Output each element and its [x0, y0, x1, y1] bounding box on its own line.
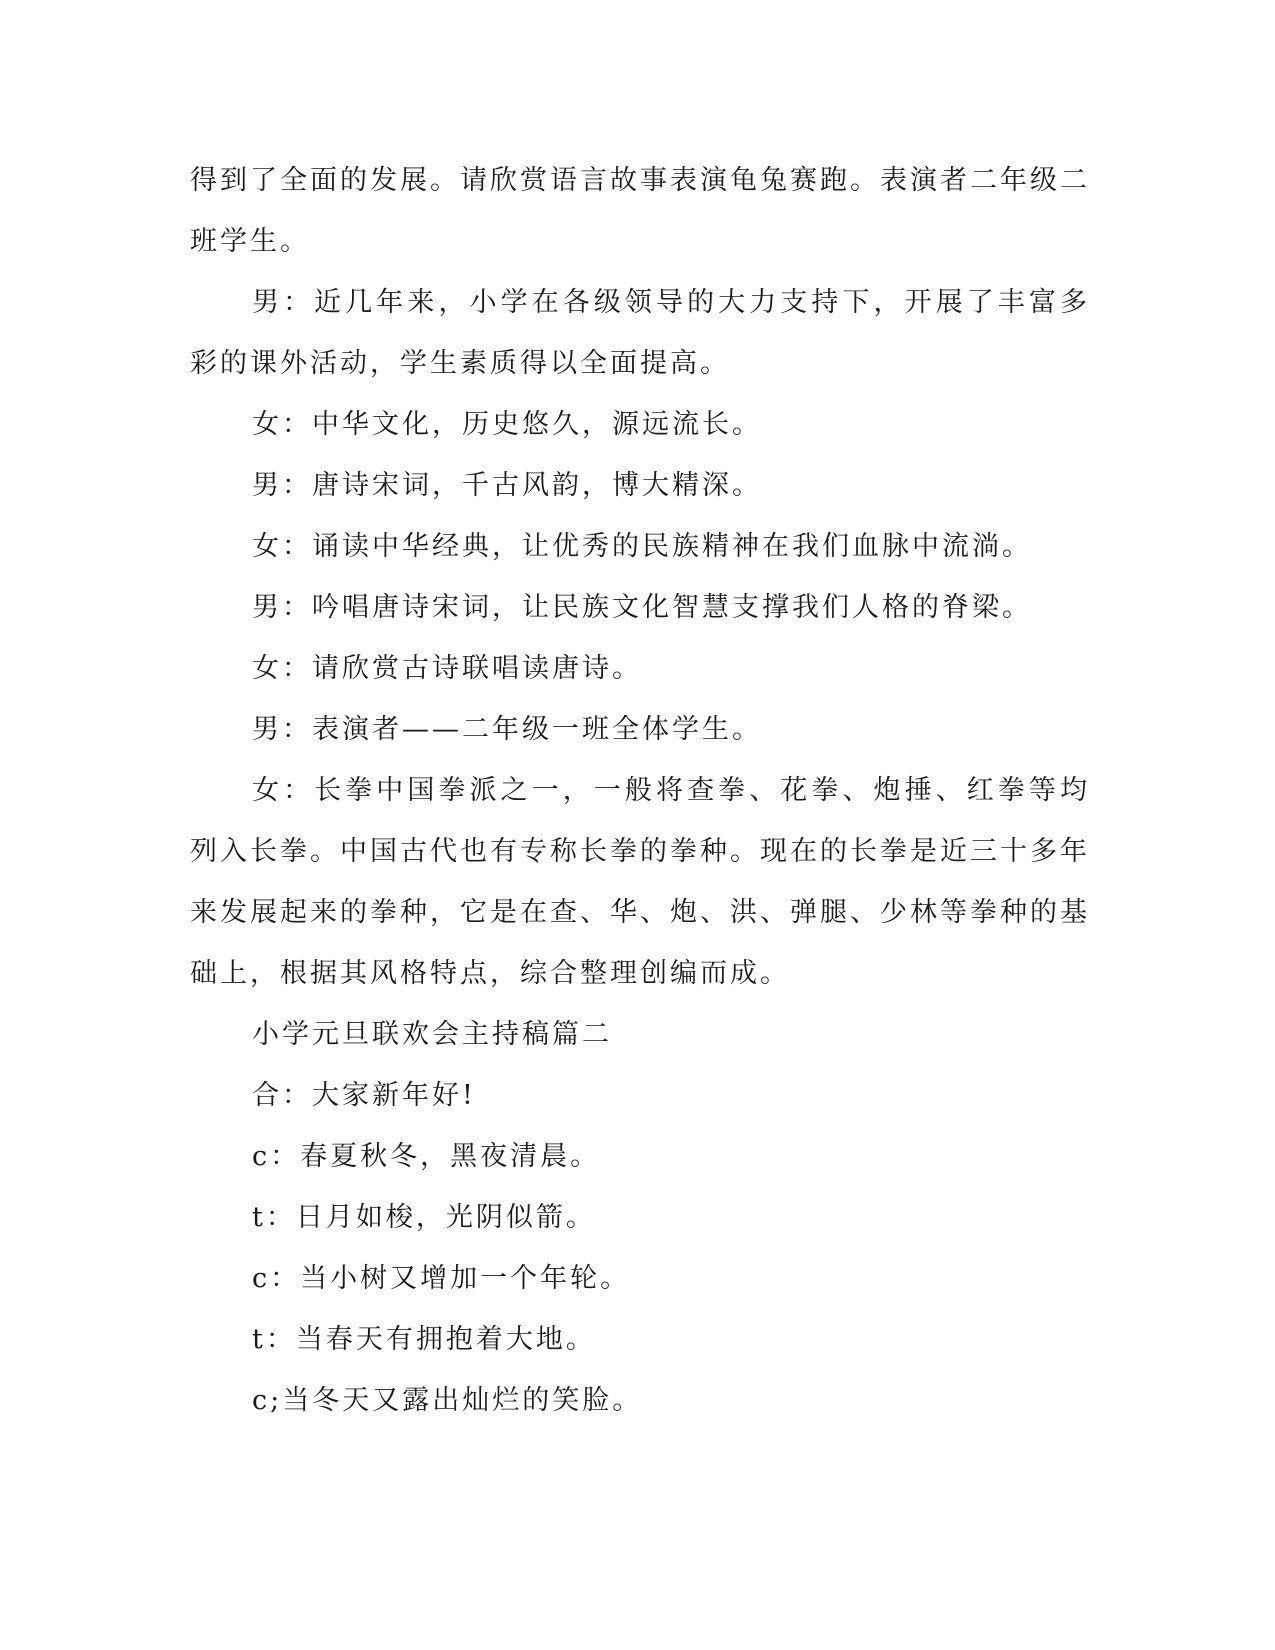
- document-body: [190, 150, 1090, 1431]
- paragraph: 男：表演者——二年级一班全体学生。: [252, 714, 762, 745]
- paragraph: 男：近几年来，小学在各级领导的大力支持下，开展了丰富多彩的课外活动，学生素质得以全面提高。: [190, 287, 1090, 379]
- paragraph: 合：大家新年好!: [252, 1080, 476, 1111]
- paragraph: c：春夏秋冬，黑夜清晨。: [252, 1141, 601, 1172]
- paragraph: c：当小树又增加一个年轮。: [252, 1263, 631, 1294]
- paragraph: 得到了全面的发展。请欣赏语言故事表演龟兔赛跑。表演者二年级二班学生。: [190, 165, 1090, 257]
- paragraph: 男：唐诗宋词，千古风韵，博大精深。: [252, 470, 762, 501]
- section-heading: 小学元旦联欢会主持稿篇二: [252, 1019, 612, 1050]
- paragraph: 女：长拳中国拳派之一，一般将查拳、花拳、炮捶、红拳等均列入长拳。中国古代也有专称长拳的拳种。现在的长拳是近三十多年来发展起来的拳种，它是在查、华、炮、洪、弹腿、少林等拳种的基础上，根据其风格特点，综合整理创编而成。: [190, 775, 1090, 989]
- paragraph: t：日月如梭，光阴似箭。: [252, 1202, 596, 1233]
- paragraph: 男：吟唱唐诗宋词，让民族文化智慧支撑我们人格的脊梁。: [252, 592, 1032, 623]
- paragraph: 女：诵读中华经典，让优秀的民族精神在我们血脉中流淌。: [252, 531, 1032, 562]
- paragraph: c;当冬天又露出灿烂的笑脸。: [252, 1385, 643, 1416]
- paragraph: 女：中华文化，历史悠久，源远流长。: [252, 409, 762, 440]
- paragraph: 女：请欣赏古诗联唱读唐诗。: [252, 653, 642, 684]
- paragraph: t：当春天有拥抱着大地。: [252, 1324, 596, 1355]
